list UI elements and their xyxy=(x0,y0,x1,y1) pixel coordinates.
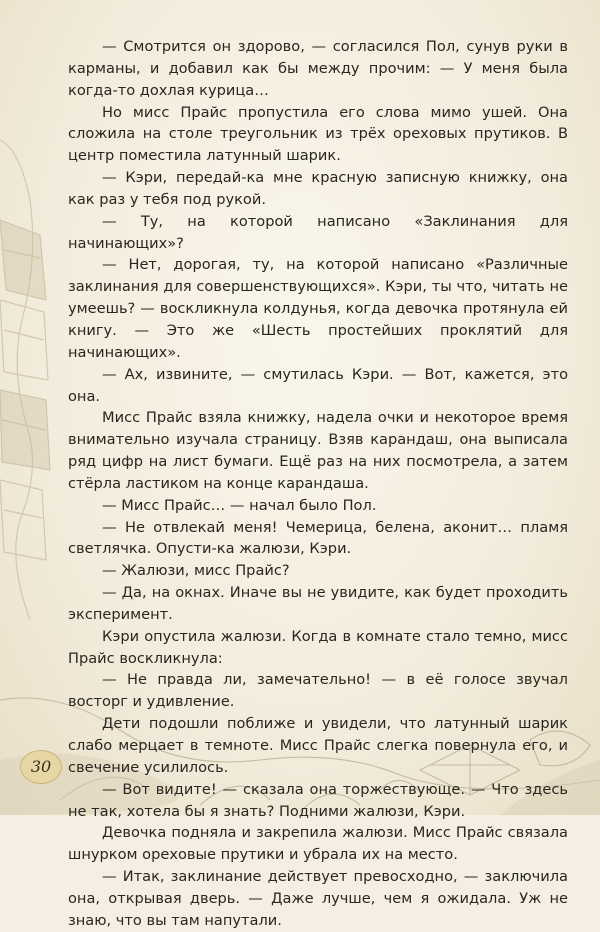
paragraph: — Не отвлекай меня! Чемерица, белена, аконит… пламя светлячка. Опусти-ка жалюзи, Кэри. xyxy=(68,518,568,558)
paragraph: — Смотрится он здорово, — согласился Пол, сунув руки в карманы, и добавил как бы между прочим: — У меня была когда-то дохлая курица… xyxy=(68,38,568,99)
paragraph: Но мисс Прайс пропустила его слова мимо ушей. Она сложила на столе треугольник из трёх ореховых прутиков. В центр поместила латунный шарик. xyxy=(68,103,568,165)
paragraph: — Ах, извините, — смутилась Кэри. — Вот, кажется, это она. xyxy=(68,365,568,405)
page-number: 30 xyxy=(20,750,62,784)
paragraph: Кэри опустила жалюзи. Когда в комнате стало темно, мисс Прайс воскликнула: xyxy=(68,627,568,667)
paragraph: — Не правда ли, замечательно! — в её голосе звучал восторг и удивление. xyxy=(68,671,568,711)
paragraph: — Итак, заклинание действует превосходно, — заключила она, открывая дверь. — Даже лучше, чем я ожидала. Уж не знаю, что вы там напутали. xyxy=(68,868,568,929)
paragraph: — Ту, на которой написано «Заклинания для начинающих»? xyxy=(68,212,568,252)
paragraph: Дети подошли поближе и увидели, что латунный шарик слабо мерцает в темноте. Мисс Прайс слегка повернула его, и свечение усилилось. xyxy=(68,715,568,776)
paragraph: — Да, на окнах. Иначе вы не увидите, как будет проходить эксперимент. xyxy=(68,584,568,623)
paragraph: — Мисс Прайс… — начал было Пол. xyxy=(102,496,377,514)
paragraph: Девочка подняла и закрепила жалюзи. Мисс Прайс связала шнурком ореховые прутики и убрала их на место. xyxy=(68,824,568,864)
paragraph: — Кэри, передай-ка мне красную записную книжку, она как раз у тебя под рукой. xyxy=(68,169,568,208)
paragraph: — Вот видите! — сказала она торжествующе. — Что здесь не так, хотела бы я знать? Подними жалюзи, Кэри. xyxy=(68,780,568,820)
paragraph: — Жалюзи, мисс Прайс? xyxy=(102,562,290,580)
chapter-text xyxy=(68,36,568,932)
paragraph: — Нет, дорогая, ту, на которой написано «Различные заклинания для совершенствующихся». Кэри, ты что, читать не умеешь? — воскликнула колдунья, когда девочка протянула ей книгу. — Это же «Шесть простейших проклятий для начинающих». xyxy=(68,256,568,361)
paragraph: Мисс Прайс взяла книжку, надела очки и некоторое время внимательно изучала страницу. Взяв карандаш, она выписала ряд цифр на лист бумаги. Ещё раз на них посмотрела, а затем стёрла ластиком на конце карандаша. xyxy=(68,409,568,492)
